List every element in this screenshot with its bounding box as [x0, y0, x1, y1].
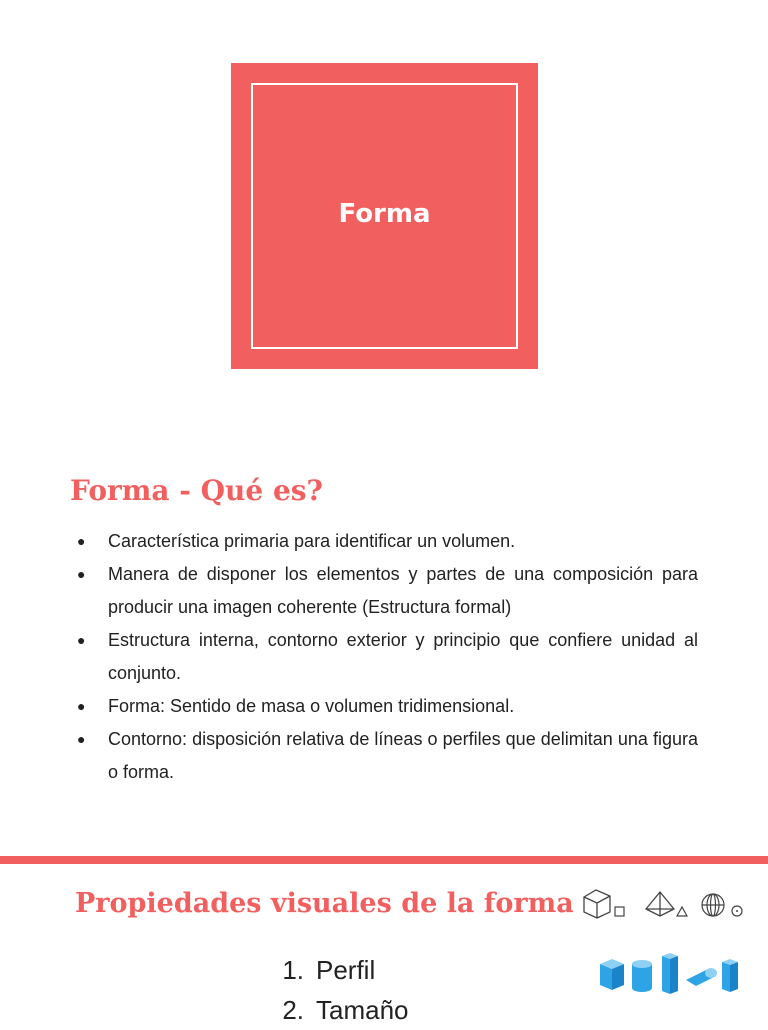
definition-list	[74, 525, 698, 789]
properties-list	[260, 950, 409, 1030]
list-item: ● Manera de disponer los elementos y partes de una composición para producir una imagen coherente (Estructura formal)	[74, 558, 698, 624]
list-item: ● Característica primaria para identificar un volumen.	[74, 525, 698, 558]
blue-cube-shape	[600, 959, 624, 990]
list-item: ● Estructura interna, contorno exterior y principio que confiere unidad al conjunto.	[74, 624, 698, 690]
section-title: Forma - Qué es?	[70, 474, 323, 507]
square-icon	[615, 907, 624, 916]
blue-tall-prism-shape	[662, 953, 678, 994]
footer-title: Propiedades visuales de la forma	[75, 888, 574, 919]
divider-bar	[0, 856, 768, 864]
blue-3d-shapes-icon	[596, 950, 746, 996]
blue-flat-cylinder-shape	[686, 968, 717, 986]
list-number: 2.	[282, 995, 304, 1025]
blue-cylinder-shape	[632, 960, 652, 992]
list-item: ● Forma: Sentido de masa o volumen tridimensional.	[74, 690, 698, 723]
sphere-icon	[702, 894, 724, 916]
list-number: 1.	[282, 955, 304, 985]
blue-box-shape	[722, 959, 738, 992]
list-item	[260, 950, 409, 990]
pyramid-icon	[646, 892, 674, 916]
cover-frame	[251, 83, 518, 349]
triangle-icon	[677, 907, 687, 916]
list-label: Perfil	[316, 955, 376, 985]
list-item	[260, 990, 409, 1030]
cover-title: Forma	[338, 199, 431, 229]
shape-icons	[580, 885, 750, 925]
cube-icon	[584, 890, 610, 918]
list-label: Tamaño	[316, 995, 409, 1025]
list-item: ● Contorno: disposición relativa de líneas o perfiles que delimitan una figura o forma.	[74, 723, 698, 789]
cover-block	[231, 63, 538, 369]
